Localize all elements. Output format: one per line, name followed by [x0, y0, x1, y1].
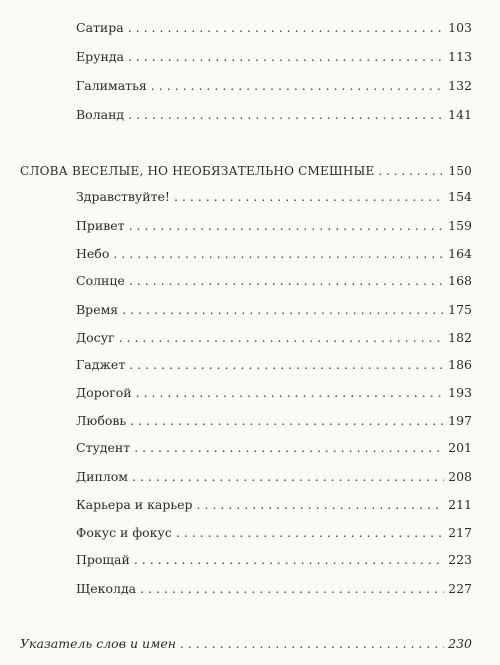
toc-section-title: СЛОВА ВЕСЕЛЫЕ, НО НЕОБЯЗАТЕЛЬНО СМЕШНЫЕ	[20, 164, 375, 178]
dot-leader	[128, 49, 444, 65]
dot-leader	[129, 357, 444, 373]
toc-entry-page: 103	[448, 20, 472, 35]
toc-entry[interactable]	[76, 357, 472, 373]
toc-entry-page: 223	[448, 552, 472, 567]
dot-leader	[151, 78, 444, 94]
toc-entry[interactable]	[76, 273, 472, 289]
toc-entry-page: 217	[448, 525, 472, 540]
toc-entry-title: Сатира	[76, 20, 124, 35]
toc-entry-page: 227	[448, 581, 472, 596]
toc-entry-page: 182	[448, 330, 472, 345]
toc-entry[interactable]	[76, 20, 472, 36]
toc-entry-title: Галиматья	[76, 78, 147, 93]
toc-entry-title: Время	[76, 302, 119, 317]
dot-leader	[128, 20, 444, 36]
toc-entry-title: Щеколда	[76, 581, 137, 596]
toc-entry-page: 211	[448, 497, 472, 512]
toc-entry-title: Диплом	[76, 469, 129, 484]
toc-entry-page: 164	[448, 246, 472, 261]
toc-entry-title: Здравствуйте!	[76, 189, 170, 204]
dot-leader	[132, 469, 444, 485]
toc-entry-title: Фокус и фокус	[76, 525, 172, 540]
dot-leader	[119, 330, 445, 346]
toc-entry-page: 197	[448, 413, 472, 428]
toc-entry-page: 132	[448, 78, 472, 93]
toc-entry[interactable]	[76, 189, 472, 205]
dot-leader	[176, 525, 444, 541]
toc-section-heading[interactable]	[20, 163, 472, 179]
toc-entry[interactable]	[76, 413, 472, 429]
toc-entry[interactable]	[76, 440, 472, 456]
toc-entry-page: 159	[448, 218, 472, 233]
toc-entry[interactable]	[76, 469, 472, 485]
toc-entry-title: Воланд	[76, 107, 125, 122]
toc-entry-page: 154	[448, 189, 472, 204]
toc-index-title: Указатель слов и имен	[20, 636, 177, 651]
toc-entry-title: Любовь	[76, 413, 127, 428]
toc-entry-title: Привет	[76, 218, 125, 233]
toc-section-page: 150	[448, 164, 472, 178]
toc-entry-title: Ерунда	[76, 49, 124, 64]
dot-leader	[180, 636, 444, 652]
toc-entry-page: 208	[448, 469, 472, 484]
toc-entry[interactable]	[76, 49, 472, 65]
dot-leader	[134, 552, 444, 568]
toc-entry-title: Солнце	[76, 273, 125, 288]
dot-leader	[378, 163, 444, 179]
toc-entry-page: 193	[448, 385, 472, 400]
toc-entry-title: Карьера и карьер	[76, 497, 193, 512]
toc-entry[interactable]	[76, 330, 472, 346]
toc-entry[interactable]	[76, 78, 472, 94]
toc-entry-page: 168	[448, 273, 472, 288]
dot-leader	[130, 413, 444, 429]
toc-entry[interactable]	[76, 246, 472, 262]
toc-entry[interactable]	[76, 385, 472, 401]
toc-entry-title: Досуг	[76, 330, 115, 345]
toc-entry-title: Студент	[76, 440, 131, 455]
toc-entry[interactable]	[76, 497, 472, 513]
dot-leader	[136, 385, 445, 401]
toc-entry[interactable]	[76, 525, 472, 541]
dot-leader	[113, 246, 444, 262]
dot-leader	[197, 497, 445, 513]
dot-leader	[128, 107, 444, 123]
dot-leader	[134, 440, 444, 456]
toc-index-page: 230	[448, 636, 472, 651]
toc-entry-page: 141	[448, 107, 472, 122]
toc-entry[interactable]	[76, 552, 472, 568]
toc-entry-title: Небо	[76, 246, 110, 261]
toc-entry-title: Дорогой	[76, 385, 132, 400]
dot-leader	[129, 218, 445, 234]
toc-entry-page: 201	[448, 440, 472, 455]
toc-entry-page: 186	[448, 357, 472, 372]
toc-entry[interactable]	[76, 581, 472, 597]
dot-leader	[129, 273, 444, 289]
toc-entry[interactable]	[76, 218, 472, 234]
toc-entry-page: 113	[448, 49, 472, 64]
toc-entry[interactable]	[76, 302, 472, 318]
toc-entry-title: Прощай	[76, 552, 130, 567]
toc-index-entry[interactable]	[20, 636, 472, 652]
toc-entry[interactable]	[76, 107, 472, 123]
toc-entry-title: Гаджет	[76, 357, 126, 372]
toc-entry-page: 175	[448, 302, 472, 317]
dot-leader	[122, 302, 444, 318]
dot-leader	[174, 189, 444, 205]
dot-leader	[140, 581, 444, 597]
